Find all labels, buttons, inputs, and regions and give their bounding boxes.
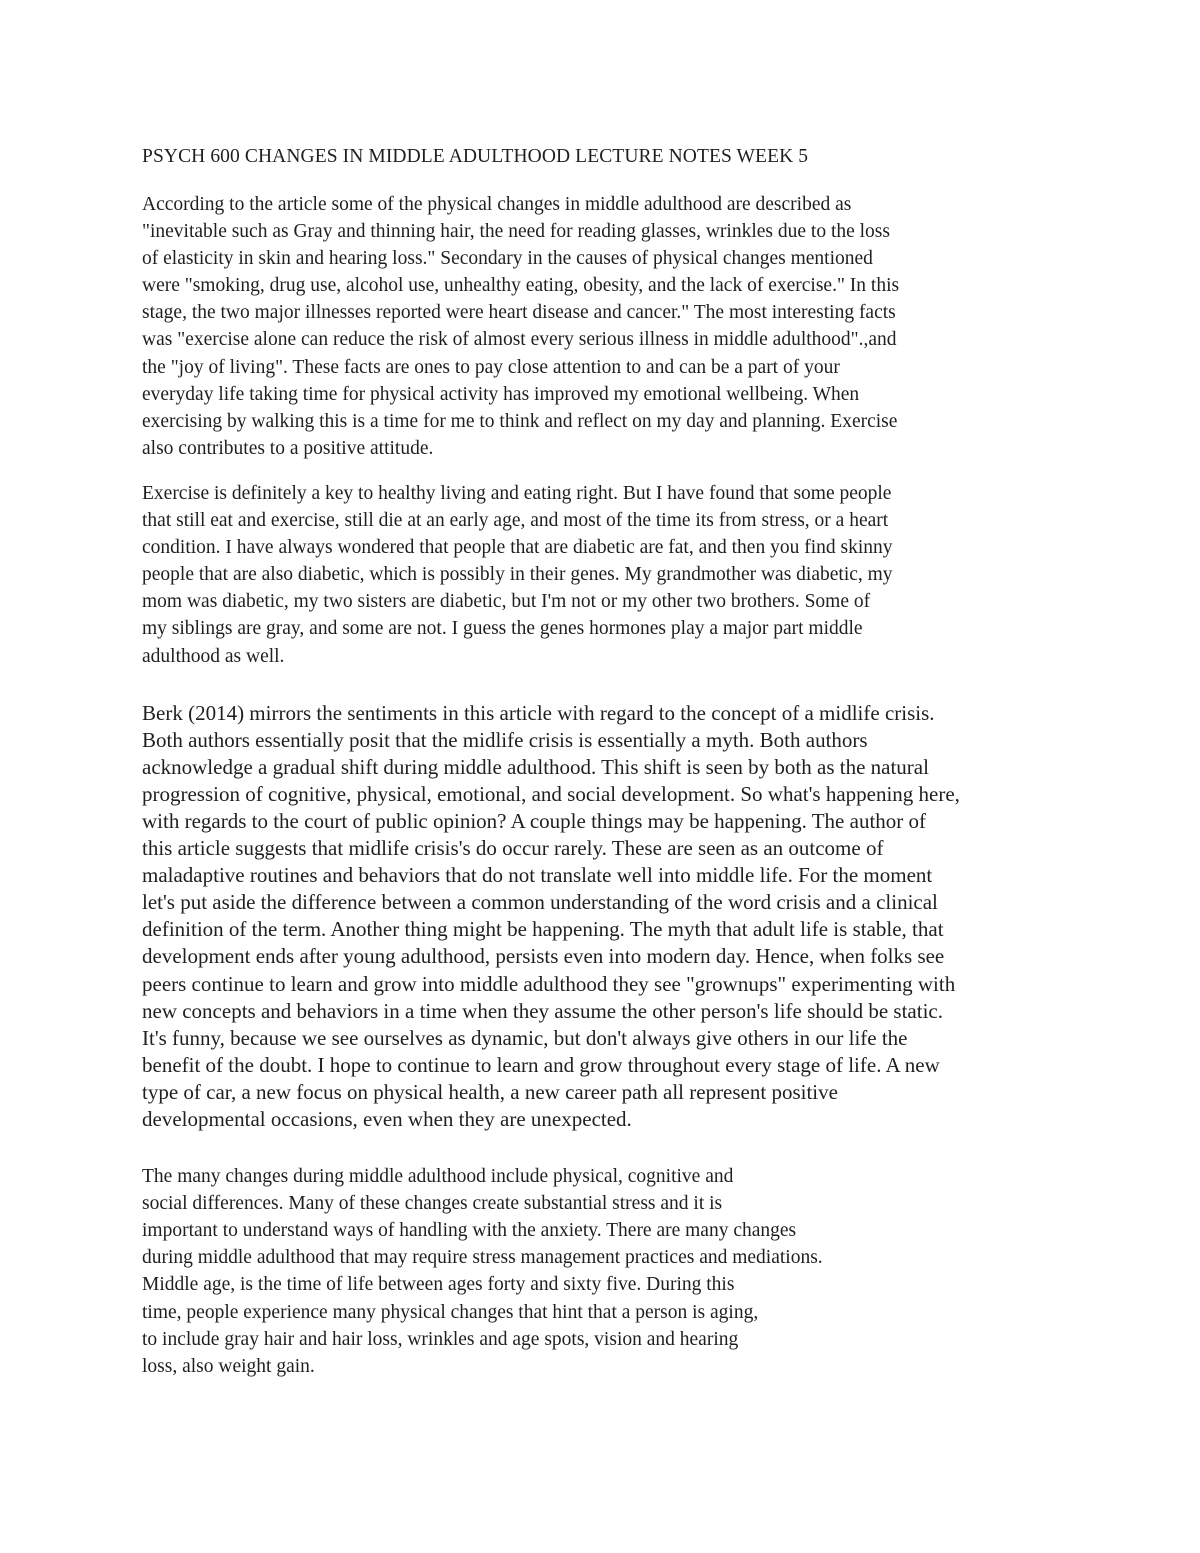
paragraph-stress-changes [142,1163,1062,1380]
text-line: were "smoking, drug use, alcohol use, unhealthy eating, obesity, and the lack of exercise." In this [142,275,900,297]
text-line: "inevitable such as Gray and thinning hair, the need for reading glasses, wrinkles due to the loss [142,221,890,243]
document-title: PSYCH 600 CHANGES IN MIDDLE ADULTHOOD LECTURE NOTES WEEK 5 [142,146,809,167]
text-line: my siblings are gray, and some are not. I guess the genes hormones play a major part middle [142,618,863,640]
text-line: this article suggests that midlife crisis's do occur rarely. These are seen as an outcome of [142,836,884,861]
text-line: peers continue to learn and grow into middle adulthood they see "grownups" experimenting with [142,971,956,996]
document-body [142,143,1062,1380]
text-line: developmental occasions, even when they are unexpected. [142,1107,632,1131]
text-line: type of car, a new focus on physical health, a new career path all represent positive [142,1079,838,1104]
text-line: progression of cognitive, physical, emotional, and social development. So what's happening here, [142,781,960,806]
text-line: of elasticity in skin and hearing loss." Secondary in the causes of physical changes mentioned [142,248,873,270]
text-line: to include gray hair and hair loss, wrinkles and age spots, vision and hearing [142,1328,739,1350]
text-line: definition of the term. Another thing might be happening. The myth that adult life is stable, that [142,917,944,942]
text-line: also contributes to a positive attitude. [142,437,434,459]
text-line: during middle adulthood that may require stress management practices and mediations. [142,1247,823,1269]
text-line: maladaptive routines and behaviors that do not translate well into middle life. For the moment [142,863,933,888]
text-line: the "joy of living". These facts are ones to pay close attention to and can be a part of your [142,356,840,378]
text-line: stage, the two major illnesses reported were heart disease and cancer." The most interesting facts [142,302,896,324]
text-line: important to understand ways of handling with the anxiety. There are many changes [142,1220,797,1242]
text-line: Both authors essentially posit that the midlife crisis is essentially a myth. Both authors [142,727,868,752]
text-line: According to the article some of the physical changes in middle adulthood are described as [142,194,852,215]
text-line: development ends after young adulthood, persists even into modern day. Hence, when folks see [142,944,945,969]
text-line: people that are also diabetic, which is possibly in their genes. My grandmother was diabetic, my [142,564,893,586]
text-line: with regards to the court of public opinion? A couple things may be happening. The author of [142,808,927,833]
text-line: adulthood as well. [142,645,285,667]
text-line: new concepts and behaviors in a time when they assume the other person's life should be static. [142,998,943,1023]
text-line: It's funny, because we see ourselves as dynamic, but don't always give others in our life the [142,1025,908,1050]
text-line: was "exercise alone can reduce the risk of almost every serious illness in middle adulthood".,and [142,329,897,351]
text-line: Middle age, is the time of life between ages forty and sixty five. During this [142,1274,735,1296]
text-line: mom was diabetic, my two sisters are diabetic, but I'm not or my other two brothers. Some of [142,591,871,613]
text-line: exercising by walking this is a time for me to think and reflect on my day and planning. Exercise [142,410,898,432]
paragraph-midlife-crisis [142,700,1062,1134]
text-line: condition. I have always wondered that people that are diabetic are fat, and then you find skinny [142,537,893,559]
text-line: that still eat and exercise, still die at an early age, and most of the time its from stress, or a heart [142,510,889,532]
paragraph-exercise [142,480,1062,670]
text-line: social differences. Many of these changes create substantial stress and it is [142,1193,723,1215]
text-line: Exercise is definitely a key to healthy living and eating right. But I have found that some people [142,482,892,504]
text-line: time, people experience many physical changes that hint that a person is aging, [142,1301,759,1323]
text-line: benefit of the doubt. I hope to continue to learn and grow throughout every stage of life. A new [142,1052,940,1077]
text-line: loss, also weight gain. [142,1355,315,1377]
text-line: Berk (2014) mirrors the sentiments in this article with regard to the concept of a midlife crisis. [142,700,935,725]
text-line: everyday life taking time for physical activity has improved my emotional wellbeing. When [142,383,860,405]
text-line: The many changes during middle adulthood include physical, cognitive and [142,1166,734,1188]
paragraph-physical-changes [142,191,1062,462]
text-line: acknowledge a gradual shift during middle adulthood. This shift is seen by both as the natural [142,754,929,779]
text-line: let's put aside the difference between a common understanding of the word crisis and a clinical [142,890,938,915]
